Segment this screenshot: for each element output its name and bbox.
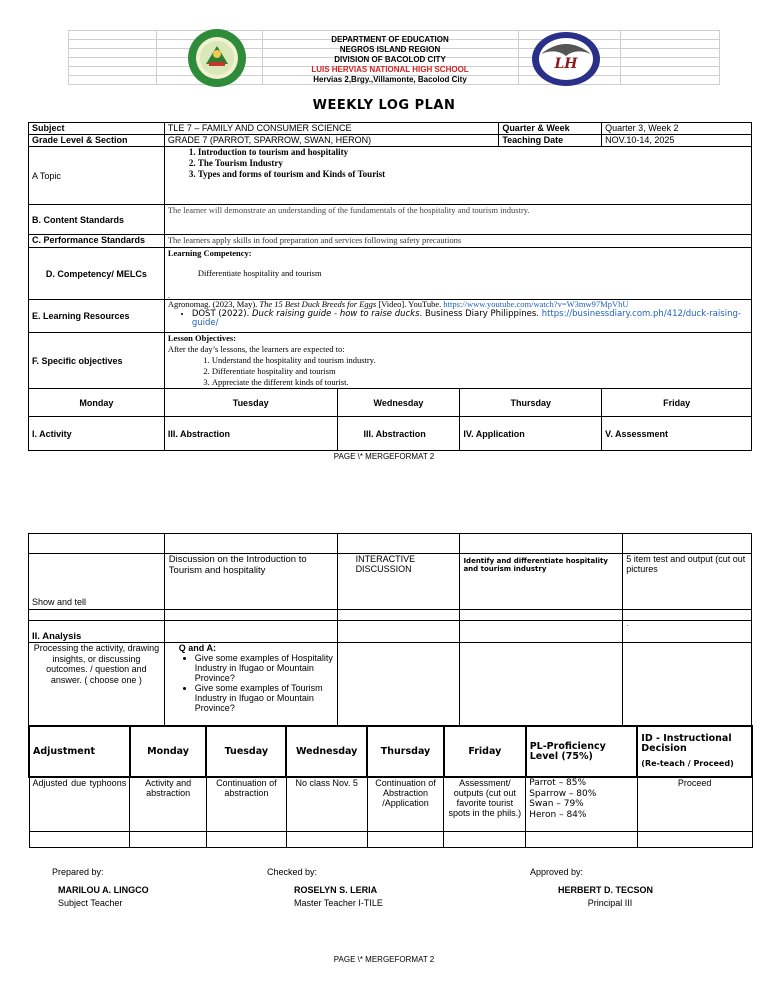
performance-standards-label: C. Performance Standards — [29, 235, 165, 248]
ref1-author: Agronomag. (2023, May). — [167, 299, 260, 309]
adjustment-header: Adjustment — [29, 726, 130, 777]
tuesday-activity: Discussion on the Introduction to Tourism and hospitality — [164, 554, 337, 610]
qa-list — [179, 653, 334, 713]
friday-activity: 5 item test and output (cut out pictures — [623, 554, 752, 610]
adj-monday-value: Activity and abstraction — [130, 777, 207, 831]
thursday-activity: Identify and differentiate hospitality and tourism industry — [460, 554, 623, 610]
objectives-list — [168, 355, 748, 388]
decision-value: Proceed — [637, 777, 752, 831]
header-line-deped: DEPARTMENT OF EDUCATION — [331, 35, 449, 44]
day-header-friday: Friday — [602, 389, 752, 417]
ref2-rest: . Business Diary Philippines. — [419, 308, 542, 319]
processing-text: Processing the activity, drawing insights, or discussing outcomes. / question and answer. ( choose one ) — [29, 643, 165, 727]
subject-value: TLE 7 – FAMILY AND CONSUMER SCIENCE — [164, 123, 499, 135]
approved-by-label: Approved by: — [530, 867, 584, 877]
ref1-rest: [Video]. YouTube. — [376, 299, 444, 309]
topic-list — [168, 147, 748, 180]
day-header-thursday: Thursday — [460, 389, 602, 417]
phase-monday: I. Activity — [29, 417, 165, 451]
adj-wednesday-value: No class Nov. 5 — [286, 777, 367, 831]
day-header-monday: Monday — [29, 389, 165, 417]
competency-dot: . — [167, 290, 170, 300]
approved-by-title: Principal III — [587, 898, 633, 908]
checked-by-label: Checked by: — [267, 867, 318, 877]
analysis-label: II. Analysis — [29, 621, 165, 643]
adj-wednesday-header: Wednesday — [286, 726, 367, 777]
phase-tuesday: III. Abstraction — [164, 417, 337, 451]
adj-tuesday-header: Tuesday — [206, 726, 286, 777]
phase-thursday: IV. Application — [460, 417, 602, 451]
day-header-wednesday: Wednesday — [337, 389, 460, 417]
objectives-label: F. Specific objectives — [29, 333, 165, 389]
ref1-title: The 15 Best Duck Breeds for Eggs — [259, 299, 377, 309]
resource-ref-2 — [192, 310, 748, 329]
wednesday-activity: INTERACTIVE DISCUSSION — [337, 554, 460, 610]
subject-label: Subject — [29, 123, 165, 135]
letterhead — [68, 30, 720, 90]
adj-tuesday-value: Continuation of abstraction — [206, 777, 286, 831]
resources-label: E. Learning Resources — [29, 300, 165, 333]
qa-item: • Give some examples of Tourism Industry in Ifugao or Mountain Province? — [195, 683, 334, 713]
grade-label: Grade Level & Section — [29, 135, 165, 147]
pl-parrot: Parrot – 85% — [529, 778, 587, 788]
objective-item: 3. Appreciate the different kinds of tourist. — [212, 377, 748, 388]
header-line-division: DIVISION OF BACOLOD CITY — [334, 55, 446, 64]
topic-item: 3. Types and forms of tourism and Kinds of Tourist — [198, 169, 748, 180]
proficiency-header: PL-Proficiency Level (75%) — [526, 726, 638, 777]
show-and-tell: Show and tell — [29, 554, 165, 610]
prepared-by-label: Prepared by: — [52, 867, 104, 877]
quarter-value: Quarter 3, Week 2 — [602, 123, 752, 135]
topic-item: 2. The Tourism Industry — [198, 158, 748, 169]
content-standards-label: B. Content Standards — [29, 205, 165, 235]
qa-item: • Give some examples of Hospitality Industry in Ifugao or Mountain Province? — [195, 653, 334, 683]
page-title: WEEKLY LOG PLAN — [312, 98, 456, 113]
topic-item: 1. Introduction to tourism and hospitality — [198, 147, 748, 158]
pl-swan: Swan – 79% — [529, 799, 584, 809]
competency-heading: Learning Competency: — [167, 248, 252, 258]
adj-friday-value: Assessment/ outputs (cut out favorite tourist spots in the phils.) — [444, 777, 526, 831]
objective-item: 2. Differentiate hospitality and tourism — [212, 366, 748, 377]
ref2-title: Duck raising guide - how to raise ducks — [252, 308, 420, 319]
objective-item: 1. Understand the hospitality and tourism industry. — [212, 355, 748, 366]
adjustment-table — [28, 725, 753, 848]
adj-thursday-value: Continuation of Abstraction /Application — [367, 777, 444, 831]
day-header-tuesday: Tuesday — [164, 389, 337, 417]
date-label: Teaching Date — [499, 135, 602, 147]
adj-friday-header: Friday — [444, 726, 526, 777]
qa-heading: Q and A: — [178, 643, 216, 653]
content-standards-text: The learner will demonstrate an understanding of the fundamentals of the hospitality and tourism industry. — [164, 205, 751, 235]
topic-label: A Topic — [29, 147, 165, 205]
ref2-author: DOST (2022). — [191, 308, 253, 319]
competency-label: D. Competency/ MELCs — [29, 248, 165, 300]
ref1-link[interactable]: https://www.youtube.com/watch?v=W3mw97MpVhU — [443, 299, 629, 309]
header-line-address: Hervias 2,Brgy.,Villamonte, Bacolod City — [313, 75, 467, 84]
weekly-log-table — [28, 122, 752, 451]
adj-monday-header: Monday — [130, 726, 207, 777]
objectives-heading: Lesson Objectives: — [167, 333, 237, 343]
phase-wednesday: III. Abstraction — [337, 417, 460, 451]
adjustment-reason: Adjusted due typhoons — [29, 777, 130, 831]
school-seal-logo — [531, 30, 601, 88]
grade-value: GRADE 7 (PARROT, SPARROW, SWAN, HERON) — [164, 135, 499, 147]
resource-list — [168, 310, 748, 329]
adj-thursday-header: Thursday — [367, 726, 444, 777]
pl-heron: Heron – 84% — [529, 809, 587, 820]
quarter-label: Quarter & Week — [499, 123, 602, 135]
deped-seal-logo — [184, 28, 250, 88]
prepared-by-title: Subject Teacher — [58, 898, 123, 908]
objectives-intro: After the day’s lessons, the learners are expected to: — [167, 344, 345, 354]
decision-header: ID - Instructional Decision — [641, 733, 732, 754]
date-value: NOV.10-14, 2025 — [602, 135, 752, 147]
checked-by-name: ROSELYN S. LERIA — [294, 885, 378, 895]
header-line-region: NEGROS ISLAND REGION — [339, 45, 441, 54]
school-monogram: LH — [554, 56, 578, 72]
analysis-dot: . — [623, 621, 752, 643]
checked-by-title: Master Teacher I-TILE — [294, 898, 383, 908]
prepared-by-name: MARILOU A. LINGCO — [58, 885, 149, 895]
approved-by-name: HERBERT D. TECSON — [558, 885, 654, 895]
decision-subheader: (Re-teach / Proceed) — [641, 759, 734, 768]
phase-friday: V. Assessment — [602, 417, 752, 451]
ref2-link[interactable]: https://businessdiary.com.ph/412/duck-raising-guide/ — [191, 308, 741, 328]
page-field-code: PAGE \* MERGEFORMAT 2 — [333, 452, 435, 461]
page-field-code-2: PAGE \* MERGEFORMAT 2 — [333, 955, 435, 964]
performance-standards-text: The learners apply skills in food preparation and services following safety precautions — [164, 235, 751, 248]
pl-sparrow: Sparrow – 80% — [529, 788, 597, 799]
activity-table — [28, 533, 752, 727]
header-line-school: LUIS HERVIAS NATIONAL HIGH SCHOOL — [311, 65, 469, 74]
competency-text: Differentiate hospitality and tourism — [197, 268, 322, 278]
